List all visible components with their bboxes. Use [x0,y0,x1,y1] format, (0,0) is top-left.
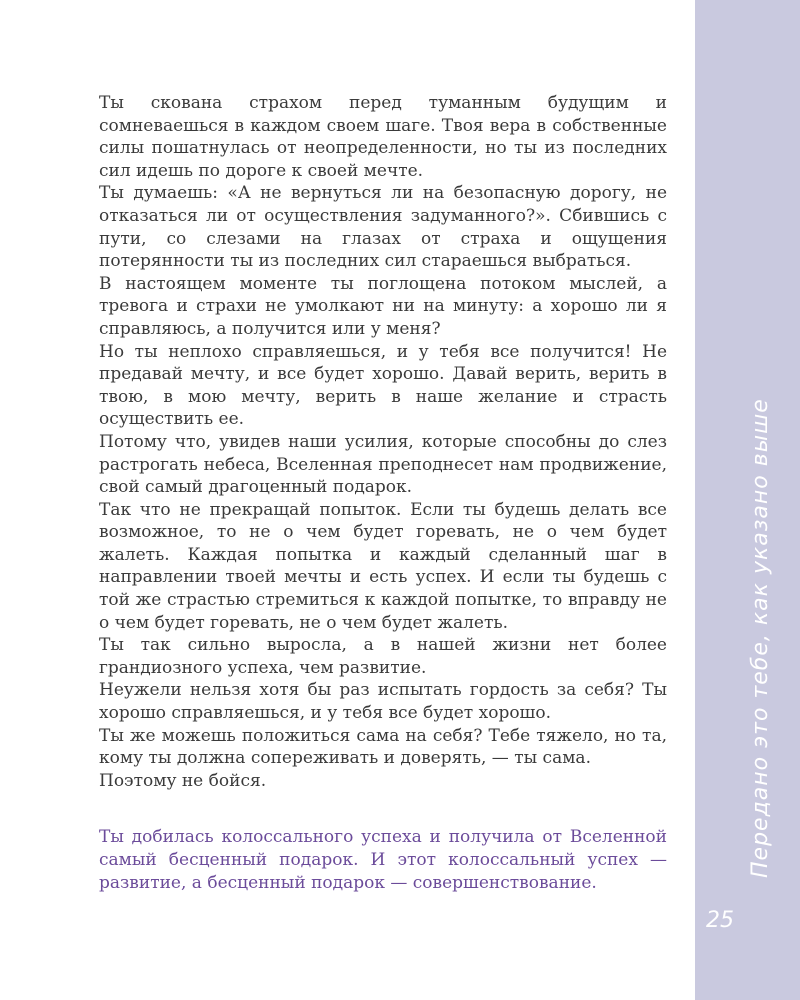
paragraph: Но ты неплохо справляешься, и у тебя все получится! Не предавай мечту, и все будет хорошо. Давай верить, верить в твою, в мою мечту, верить в наше желание и страсть осуществить ее. [99,341,667,430]
paragraph: Поэтому не бойся. [99,770,267,791]
paragraph: В настоящем моменте ты поглощена потоком мыслей, а тревога и страхи не умолкают ни на минуту: а хорошо ли я справляюсь, а получится или у меня? [99,273,667,339]
text-column [99,92,667,894]
paragraph: Неужели нельзя хотя бы раз испытать гордость за себя? Ты хорошо справляешься, и у тебя все будет хорошо. [99,680,667,724]
paragraph: Ты же можешь положиться сама на себя? Тебе тяжело, но та, кому ты должна сопереживать и доверять, — ты сама. [99,725,667,769]
paragraph: Ты скована страхом перед туманным будущим и сомневаешься в каждом своем шаге. Твоя вера в собственные силы пошатнулась от неопределенности, но ты из последних сил идешь по дороге к своей мечте. [99,93,667,181]
page-number: 25 [706,908,734,933]
highlight-paragraph: Ты добилась колоссального успеха и получила от Вселенной самый бесценный подарок. И этот колоссальный успех — развитие, а бесценный подарок — совершенствование. [99,827,667,893]
paragraph: Так что не прекращай попыток. Если ты будешь делать все возможное, то не о чем будет горевать, не о чем будет жалеть. Каждая попытка и каждый сделанный шаг в направлении твоей мечты и есть успех. И если ты будешь с той же страстью стремиться к каждой попытке, то вправду не о чем будет горевать, не о чем будет жалеть. [99,499,667,633]
paragraph: Ты думаешь: «А не вернуться ли на безопасную дорогу, не отказаться ли от осуществления задуманного?». Сбившись с пути, со слезами на глазах от страха и ощущения потерянности ты из последних сил стараешься выбраться. [99,183,667,272]
paragraph: Ты так сильно выросла, а в нашей жизни нет более грандиозного успеха, чем развитие. [99,635,667,678]
side-note: Передано это тебе, как указано выше [748,398,773,878]
paragraph: Потому что, увидев наши усилия, которые способны до слез растрогать небеса, Вселенная преподнесет нам продвижение, свой самый драгоценный подарок. [99,431,667,498]
